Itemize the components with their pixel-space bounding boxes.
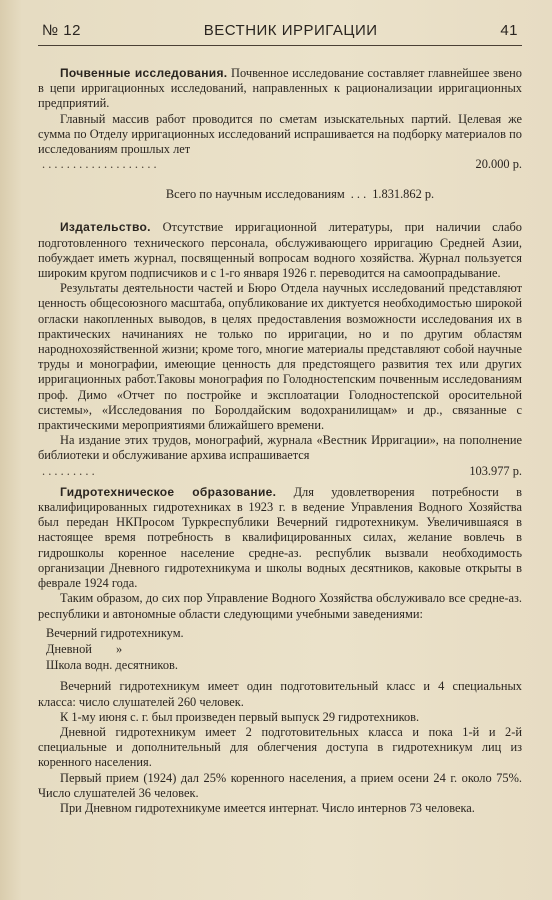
publishing-amount-line	[38, 464, 522, 479]
page-number: 41	[500, 22, 518, 39]
hydro-paragraph-2	[38, 591, 522, 621]
publishing-heading: Издательство.	[60, 220, 151, 235]
journal-title: ВЕСТНИК ИРРИГАЦИИ	[203, 22, 378, 39]
list-item: Школа водн. десятников.	[46, 658, 178, 673]
hydro-paragraph-1-text: Для удовлетворения потребности в квалифицированных гидротехниках в 1923 г. в ведение Управления Водного Хозяйства был передан НКПросом Туркреспублики Вечерний гидротехникум. Увеличившаяся в настоящее время потребность в квалифицированных силах, желание вовлечь в гидрошколы коренное население средне-аз. республик вызвали необходимость организации Дневного гидротехникума и школы водных десятников, каковые открыты в феврале 1924 года.	[38, 484, 522, 591]
leader-dots: . . .	[350, 187, 367, 202]
hydro-paragraph-4: К 1-му июня с. г. был произведен первый выпуск 29 гидротехников.	[60, 709, 420, 724]
soil-paragraph-2	[38, 112, 522, 158]
soil-heading: Почвенные исследования.	[60, 66, 228, 80]
list-item: Вечерний гидротехникум.	[46, 625, 184, 640]
soil-paragraph-1	[38, 66, 522, 112]
running-header	[38, 22, 522, 46]
soil-amount: 20.000 р.	[475, 157, 522, 172]
soil-paragraph-2-text: Главный массив работ проводится по сметам изыскательных партий. Целевая же сумма по Отделу ирригационных исследований испрашивается на подборку материалов по исследованиям прошлых лет	[38, 111, 522, 157]
issue-number: № 12	[42, 22, 81, 39]
hydro-heading: Гидротехническое образование.	[60, 484, 277, 499]
schools-list	[38, 626, 522, 674]
publishing-paragraph-2-text: Результаты деятельности частей и Бюро Отдела научных исследований представляют ценность общесоюзного масштаба, опубликование их диктуется необходимостью широкой огласки накопленных выводов, в целях предоставления возможности исследования их в практических начинаниях не только по ирригации, но и по другим областям народнохозяйственной жизни; кроме того, многие материалы представляют собой научные труды и монографии, имеющие ценность для предстоящего развития тех или других ирригационных работ.Таковы монография по Голодностепским почвенным исследованиям проф. Димо «Отчет по постройке и эксплоатации Голодностепской оросительной системы», «Исследования по Боролдайским водохранилищам» и др., связанные с практическими мероприятиями ближайшего времени.	[38, 281, 522, 433]
hydro-paragraph-2-text: Таким образом, до сих пор Управление Водного Хозяйства обслуживало все средне-аз. республики и автономные области следующими учебными заведениями:	[38, 591, 522, 621]
soil-paragraph-1-text: Почвенное исследование составляет главнейшее звено в цепи ирригационных исследований, направленных к рационализации ирригационных предприятий.	[38, 66, 522, 111]
list-item: Дневной »	[46, 641, 123, 656]
hydro-paragraph-1	[38, 485, 522, 591]
total-label: Всего по научным исследованиям	[165, 187, 345, 202]
soil-amount-line	[38, 157, 522, 172]
hydro-paragraph-3: Вечерний гидротехникум имеет один подготовительный класс и 4 специальных класса: число слушателей 260 человек.	[38, 679, 522, 709]
publishing-paragraph-3-text: На издание этих трудов, монографий, журнала «Вестник Ирригации», на пополнение библиотеки и обслуживание архива испрашивается	[38, 433, 522, 463]
hydro-paragraph-7: При Дневном гидротехникуме имеется интернат. Число интернов 73 человека.	[60, 800, 475, 815]
hydro-paragraph-5: Дневной гидротехникум имеет 2 подготовительных класса и пока 1-й и 2-й специальные и дополнительный для облегчения доступа в гидротехникум лиц из коренного населения.	[38, 724, 522, 770]
total-line	[38, 186, 522, 202]
publishing-paragraph-1	[38, 220, 522, 281]
leader-dots: . . . . . . . . . . . . . . . . . . .	[42, 157, 157, 172]
publishing-amount: 103.977 р.	[469, 463, 522, 478]
leader-dots: . . . . . . . . .	[42, 463, 95, 478]
publishing-paragraph-3	[38, 433, 522, 463]
ditto-mark: »	[116, 641, 123, 656]
publishing-paragraph-1-text: Отсутствие ирригационной литературы, при наличии слабо подготовленного технического персонала, обслуживающего ирригацию Средней Азии, побуждает иметь журнал, посвященный вопросам водного хозяйства. Журнал пользуется широким кругом подписчиков и с 1-го января 1926 г. переводится на самоопрадывание.	[38, 220, 522, 281]
hydro-paragraph-6: Первый прием (1924) дал 25% коренного населения, а прием осени 24 г. около 75%. Число слушателей 36 человек.	[38, 770, 522, 800]
publishing-paragraph-2	[38, 281, 522, 433]
total-amount: 1.831.862 р.	[372, 187, 435, 202]
